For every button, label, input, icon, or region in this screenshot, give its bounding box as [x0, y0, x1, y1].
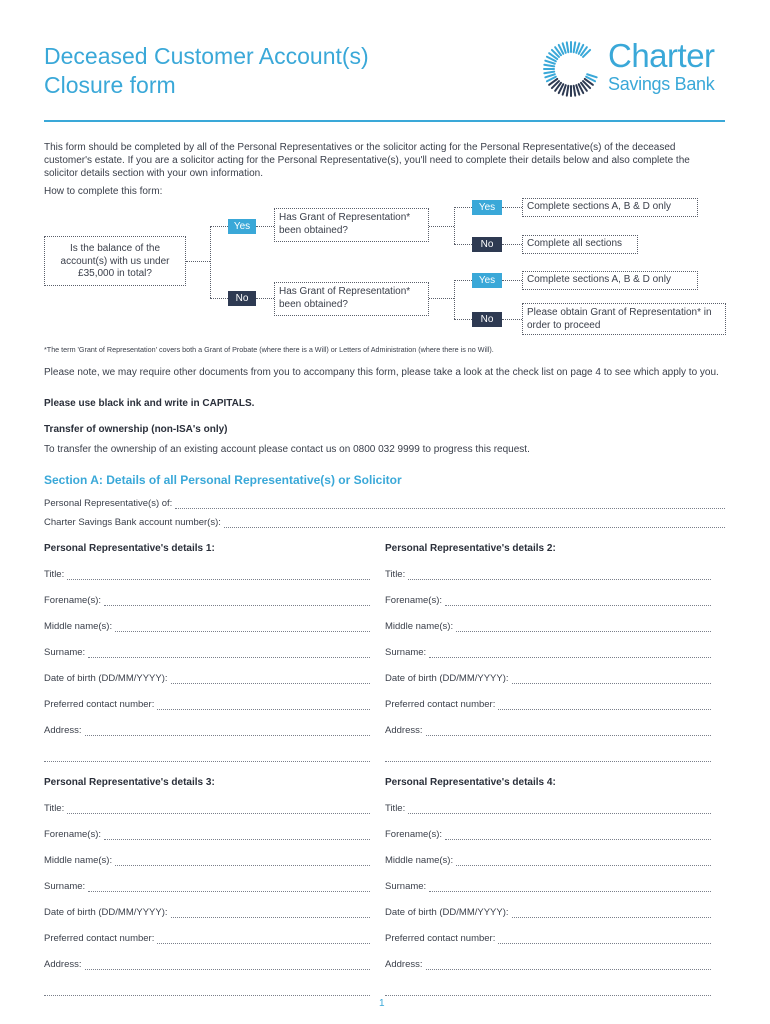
transfer-text: To transfer the ownership of an existing account please contact us on 0800 032 9999 to progress this request.: [44, 444, 530, 455]
field-input-line[interactable]: [88, 882, 370, 892]
field-label: Personal Representative(s) of:: [44, 498, 173, 509]
flow-outcome-4: Please obtain Grant of Representation* in order to proceed: [522, 303, 726, 335]
address-line-2[interactable]: [385, 995, 711, 996]
field-input-line[interactable]: [67, 570, 370, 580]
field-input-line[interactable]: [115, 622, 370, 632]
field-label: Address:: [385, 959, 423, 970]
forename-field[interactable]: [44, 595, 370, 606]
flow-yes-tag: Yes: [472, 273, 502, 288]
pr-details-heading: Personal Representative's details 1:: [44, 543, 215, 554]
field-label: Middle name(s):: [44, 621, 113, 632]
flow-connector: [256, 226, 274, 227]
intro-text: This form should be completed by all of the Personal Representatives or the solicitor acting for the Personal Representative(s) of the deceased customer's estate. If you are a solicitor acting for the Personal Representative(s), you'll need to complete their details below and also complete the solicitor details section with your own information.: [44, 142, 690, 179]
flow-connector: [454, 207, 455, 244]
field-input-line[interactable]: [85, 726, 371, 736]
address-field[interactable]: [44, 725, 370, 736]
dob-field[interactable]: [385, 907, 711, 918]
field-label: Date of birth (DD/MM/YYYY):: [385, 907, 509, 918]
middle-name-field[interactable]: [385, 855, 711, 866]
flow-connector: [454, 280, 472, 281]
flow-no-tag: No: [472, 237, 502, 252]
address-line-2[interactable]: [44, 995, 370, 996]
field-input-line[interactable]: [429, 648, 711, 658]
ink-note: Please use black ink and write in CAPITALS.: [44, 398, 255, 409]
documents-note: Please note, we may require other documents from you to accompany this form, please take a look at the check list on page 4 to see which apply to you.: [44, 367, 719, 378]
field-input-line[interactable]: [224, 518, 725, 528]
flow-yes-tag: Yes: [228, 219, 256, 234]
flow-outcome-2: Complete all sections: [522, 235, 638, 254]
title-field[interactable]: [385, 569, 711, 580]
flow-question-lower: Has Grant of Representation* been obtained?: [274, 282, 429, 316]
transfer-heading: Transfer of ownership (non-ISA's only): [44, 424, 228, 435]
logo-word-charter: Charter: [608, 37, 715, 74]
field-label: Address:: [44, 725, 82, 736]
title-field[interactable]: [44, 569, 370, 580]
field-input-line[interactable]: [171, 908, 370, 918]
title-field[interactable]: [44, 803, 370, 814]
charter-logo-mark-icon: [540, 38, 602, 100]
pr-details-heading: Personal Representative's details 3:: [44, 777, 215, 788]
middle-name-field[interactable]: [44, 855, 370, 866]
header-divider: [44, 120, 725, 122]
flow-connector: [186, 261, 210, 262]
field-input-line[interactable]: [498, 700, 711, 710]
footnote: *The term 'Grant of Representation' covers both a Grant of Probate (where there is a Will) or Letters of Administration (where there is no Will).: [44, 345, 494, 354]
field-label: Preferred contact number:: [385, 699, 496, 710]
surname-field[interactable]: [44, 647, 370, 658]
surname-field[interactable]: [385, 881, 711, 892]
field-input-line[interactable]: [157, 700, 370, 710]
flow-no-tag: No: [228, 291, 256, 306]
page-number: 1: [379, 998, 385, 1009]
pr-details-heading: Personal Representative's details 2:: [385, 543, 556, 554]
field-label: Date of birth (DD/MM/YYYY):: [44, 907, 168, 918]
account-numbers-field[interactable]: [44, 517, 725, 528]
field-label: Surname:: [44, 881, 86, 892]
forename-field[interactable]: [44, 829, 370, 840]
field-input-line[interactable]: [445, 596, 711, 606]
flow-connector: [210, 226, 211, 298]
surname-field[interactable]: [385, 647, 711, 658]
field-label: Surname:: [44, 647, 86, 658]
field-input-line[interactable]: [408, 804, 711, 814]
flow-connector: [454, 244, 472, 245]
flow-question-upper: Has Grant of Representation* been obtained?: [274, 208, 429, 242]
logo-word-savings-bank: Savings Bank: [608, 74, 715, 94]
field-label: Preferred contact number:: [385, 933, 496, 944]
surname-field[interactable]: [44, 881, 370, 892]
address-line-2[interactable]: [385, 761, 711, 762]
field-label: Forename(s):: [385, 829, 443, 840]
pr-of-field[interactable]: [44, 498, 725, 509]
section-a-heading: Section A: Details of all Personal Representative(s) or Solicitor: [44, 473, 402, 487]
field-label: Address:: [44, 959, 82, 970]
field-label: Surname:: [385, 647, 427, 658]
middle-name-field[interactable]: [385, 621, 711, 632]
flow-connector: [454, 319, 472, 320]
flow-connector: [502, 207, 522, 208]
forename-field[interactable]: [385, 829, 711, 840]
how-to-label: How to complete this form:: [44, 186, 163, 197]
address-field[interactable]: [385, 725, 711, 736]
dob-field[interactable]: [385, 673, 711, 684]
field-label: Title:: [44, 569, 65, 580]
contact-number-field[interactable]: [385, 933, 711, 944]
flow-outcome-3: Complete sections A, B & D only: [522, 271, 698, 290]
field-input-line[interactable]: [426, 726, 712, 736]
field-input-line[interactable]: [88, 648, 370, 658]
flow-connector: [454, 207, 472, 208]
title-field[interactable]: [385, 803, 711, 814]
field-input-line[interactable]: [175, 499, 725, 509]
field-label: Preferred contact number:: [44, 699, 155, 710]
flow-connector: [256, 298, 274, 299]
form-title: [44, 42, 369, 100]
field-label: Middle name(s):: [385, 621, 454, 632]
field-label: Surname:: [385, 881, 427, 892]
flow-no-tag: No: [472, 312, 502, 327]
address-field[interactable]: [44, 959, 370, 970]
flow-connector: [210, 226, 228, 227]
field-label: Preferred contact number:: [44, 933, 155, 944]
middle-name-field[interactable]: [44, 621, 370, 632]
field-input-line[interactable]: [104, 830, 370, 840]
title-line-2: Closure form: [44, 72, 176, 98]
field-label: Charter Savings Bank account number(s):: [44, 517, 221, 528]
field-label: Title:: [385, 803, 406, 814]
flow-connector: [502, 319, 522, 320]
field-label: Forename(s):: [44, 829, 102, 840]
field-input-line[interactable]: [157, 934, 370, 944]
field-label: Middle name(s):: [44, 855, 113, 866]
field-input-line[interactable]: [445, 830, 711, 840]
field-input-line[interactable]: [429, 882, 711, 892]
flow-connector: [429, 298, 454, 299]
contact-number-field[interactable]: [44, 699, 370, 710]
field-input-line[interactable]: [115, 856, 370, 866]
flow-connector: [502, 244, 522, 245]
field-label: Date of birth (DD/MM/YYYY):: [385, 673, 509, 684]
field-input-line[interactable]: [67, 804, 370, 814]
field-input-line[interactable]: [456, 856, 711, 866]
field-label: Forename(s):: [44, 595, 102, 606]
contact-number-field[interactable]: [385, 699, 711, 710]
address-field[interactable]: [385, 959, 711, 970]
contact-number-field[interactable]: [44, 933, 370, 944]
field-label: Title:: [385, 569, 406, 580]
field-label: Address:: [385, 725, 423, 736]
field-input-line[interactable]: [104, 596, 370, 606]
address-line-2[interactable]: [44, 761, 370, 762]
flow-connector: [502, 280, 522, 281]
field-input-line[interactable]: [512, 674, 711, 684]
title-line-1: Deceased Customer Account(s): [44, 43, 369, 69]
dob-field[interactable]: [44, 673, 370, 684]
forename-field[interactable]: [385, 595, 711, 606]
field-input-line[interactable]: [498, 934, 711, 944]
field-input-line[interactable]: [426, 960, 712, 970]
flow-connector: [454, 280, 455, 319]
field-input-line[interactable]: [85, 960, 371, 970]
flow-outcome-1: Complete sections A, B & D only: [522, 198, 698, 217]
field-label: Forename(s):: [385, 595, 443, 606]
field-label: Title:: [44, 803, 65, 814]
field-label: Date of birth (DD/MM/YYYY):: [44, 673, 168, 684]
field-label: Middle name(s):: [385, 855, 454, 866]
flow-connector: [429, 226, 454, 227]
field-input-line[interactable]: [456, 622, 711, 632]
charter-logo: [540, 38, 730, 100]
dob-field[interactable]: [44, 907, 370, 918]
flow-start-box: Is the balance of the account(s) with us under £35,000 in total?: [44, 236, 186, 286]
pr-details-heading: Personal Representative's details 4:: [385, 777, 556, 788]
field-input-line[interactable]: [512, 908, 711, 918]
field-input-line[interactable]: [408, 570, 711, 580]
flow-connector: [210, 298, 228, 299]
field-input-line[interactable]: [171, 674, 370, 684]
flow-yes-tag: Yes: [472, 200, 502, 215]
